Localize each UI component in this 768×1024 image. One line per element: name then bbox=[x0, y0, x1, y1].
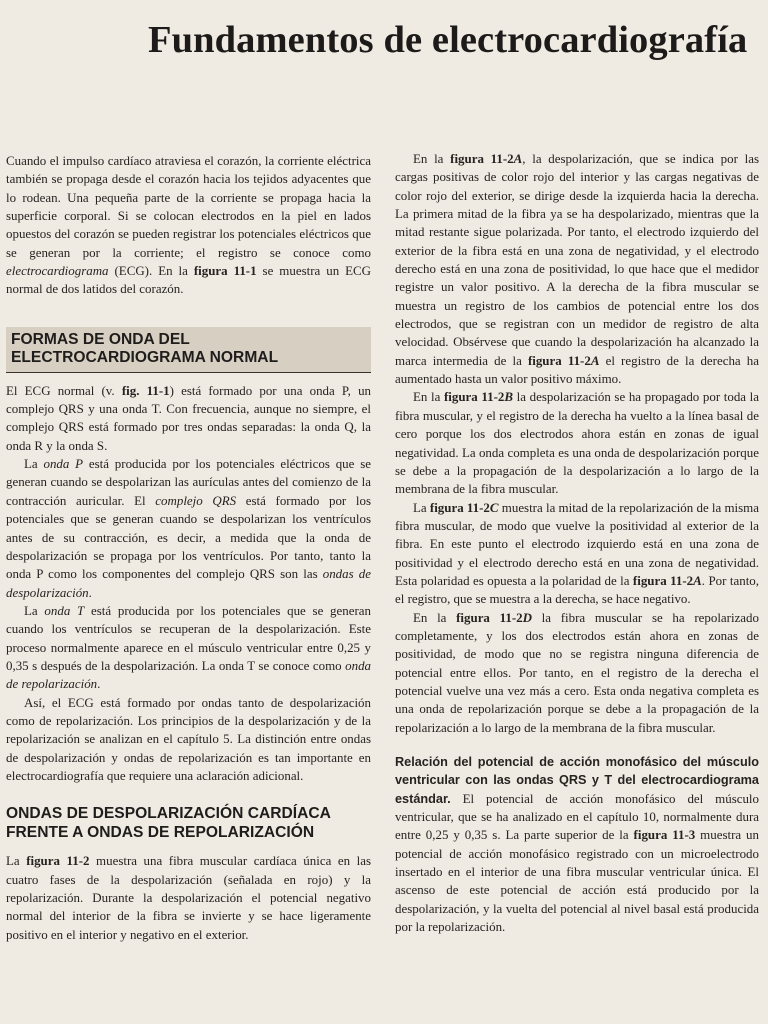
text-span: ) está formado por una onda P, un complejo QRS y una onda T. Con frecuencia, aunque no siempre, el complejo QRS está formado por tres ondas separadas: la onda Q, la onda R y la onda S. bbox=[6, 382, 372, 453]
text-span: El potencial de acción monofásico del músculo ventricular, que se ha analizado en el capítulo 10, normalmente dura entre 0,25 y 0,35 s. La parte superior de la bbox=[395, 790, 759, 843]
figure-ref: figura 11-3 bbox=[633, 827, 696, 843]
text-span: . bbox=[88, 584, 92, 600]
figure-panel: A bbox=[513, 151, 523, 166]
ecg-term: electrocardiograma bbox=[6, 263, 109, 279]
term: complejo QRS bbox=[155, 492, 237, 508]
section-heading-depolarization: ONDAS DE DESPOLARIZACIÓN CARDÍACA FRENTE A ONDAS DE REPOLARIZACIÓN bbox=[6, 805, 331, 841]
text-span: está formado por los potenciales que se generan cuando se despolarizan los ventrículos antes de su contracción, es decir, a medida que la onda de despolarización se propaga por los ventrículos. Por tanto, tanto la onda P como los componentes del complejo QRS son las bbox=[6, 492, 371, 582]
paragraph bbox=[6, 382, 371, 455]
figure-panel: A bbox=[693, 572, 702, 588]
text-span: la despolarización se ha propagado por toda la fibra muscular, y el registro de la derecha ha vuelto a la línea basal de cero porque los dos electrodos ahora están en zonas de igual negatividad. La onda completa es una onda de despolarización porque se debe a la propagación de la despolarización a lo largo de la membrana de la fibra muscular. bbox=[395, 389, 759, 497]
figure-ref bbox=[528, 353, 600, 368]
section-heading-waveforms: FORMAS DE ONDA DEL ELECTROCARDIOGRAMA NORMAL bbox=[11, 330, 279, 367]
text-span: muestra la mitad de la repolarización de la misma fibra muscular, de modo que vuelve la positividad al exterior de la fibra. En este punto el electrodo izquierdo está en una zona de positividad y el electrodo derecho está en una zona de negatividad. Esta polaridad es opuesta a la polaridad de la bbox=[395, 499, 759, 588]
text-span: está producida por los potenciales eléctricos que se generan cuando se despolarizan las aurículas antes del comienzo de la contracción auricular. El bbox=[6, 456, 371, 508]
figure-number: figura 11-2 bbox=[632, 572, 694, 588]
figure-number: figura 11-2 bbox=[443, 389, 505, 405]
figure-panel: C bbox=[489, 499, 499, 515]
text-span: muestra una fibra muscular cardíaca única en las cuatro fases de la despolarización (señalada en rojo) y la repolarización. Durante la despolarización el potencial negativo normal del interior de la fibra se invierte y se hace ligeramente positivo en el interior y negativo en el exterior. bbox=[6, 853, 371, 942]
text-span: (ECG). En la bbox=[108, 263, 194, 279]
section-heading-wrap bbox=[6, 805, 371, 842]
text-span: La bbox=[24, 456, 44, 472]
paragraph bbox=[395, 609, 759, 737]
text-span: , la despolarización, que se indica por las cargas positivas de color rojo del interior y las cargas negativas de color rojo del exterior, se dirige desde la izquierda hacia la derecha. La primera mitad de la fibra ya se ha despolarizado, mientras que la mitad restante sigue polarizada. Por tanto, el electrodo izquierdo del exterior de la fibra está en una zona de negatividad, y el electrodo derecho está en una zona de positividad, lo que hace que el medidor registre un valor positivo. A la derecha de la fibra muscular se muestra un registro de los cambios de potencial entre los dos electrodos, que se registran con un medidor de registro de alta velocidad. Obsérvese que cuando la despolarización ha alcanzado la marca intermedia de la bbox=[395, 151, 759, 368]
term: onda de repolarización bbox=[6, 657, 371, 692]
text-span: el registro de la derecha ha aumentado hasta un valor positivo máximo. bbox=[395, 352, 760, 387]
paragraph bbox=[395, 388, 759, 498]
text-span: El ECG normal (v. bbox=[6, 382, 122, 398]
figure-ref: figura 11-2 bbox=[26, 853, 90, 869]
intro-paragraph bbox=[6, 152, 371, 299]
text-span: . Por tanto, el registro, que se muestra a la derecha, se hace negativo. bbox=[395, 572, 759, 607]
figure-number: figura 11-2 bbox=[456, 609, 523, 625]
text-span: muestra un potencial de acción monofásico registrado con un microelectrodo insertado en el interior de una fibra muscular ventricular única. El ascenso de este potencial de acción está producido por la despolarización, y la vuelta del potencial al nivel basal está producida por la repolarización. bbox=[395, 827, 759, 935]
text-span: En la bbox=[413, 151, 451, 166]
text-span: La bbox=[6, 853, 27, 869]
page-title: Fundamentos de electrocardiografía bbox=[148, 19, 748, 61]
figure-ref bbox=[430, 500, 499, 515]
text-span: Cuando el impulso cardíaco atraviesa el corazón, la corriente eléctrica también se propaga desde el corazón hacia los tejidos adyacentes que lo rodean. Una pequeña parte de la corriente se propaga hacia la superficie corporal. Si se colocan electrodos en la piel en lados opuestos del corazón se pueden registrar los potenciales eléctricos que se generan por la corriente; el registro se conoce como bbox=[6, 153, 371, 260]
paragraph bbox=[6, 602, 371, 694]
figure-panel: D bbox=[522, 609, 532, 625]
term: ondas de despolarización bbox=[6, 566, 371, 600]
figure-ref: fig. 11-1 bbox=[121, 382, 170, 398]
figure-ref bbox=[456, 610, 532, 625]
paragraph bbox=[395, 753, 759, 936]
text-span: . bbox=[97, 676, 101, 692]
figure-ref bbox=[633, 573, 702, 588]
text-span: se muestra un ECG normal de dos latidos del corazón. bbox=[6, 263, 372, 297]
figure-panel: A bbox=[590, 352, 600, 368]
figure-ref: figura 11-1 bbox=[193, 263, 257, 279]
text-span: La bbox=[24, 602, 45, 618]
figure-number: figura 11-2 bbox=[527, 352, 591, 368]
paragraph bbox=[6, 852, 371, 944]
figure-number: figura 11-2 bbox=[450, 151, 514, 166]
figure-number: figura 11-2 bbox=[429, 499, 490, 515]
figure-panel: B bbox=[504, 389, 514, 405]
left-column bbox=[6, 152, 371, 944]
text-span: la fibra muscular se ha repolarizado completamente, y los dos electrodos están ahora en zonas de positividad, de modo que no se registra ninguna diferencia de potencial entre ellos. Por tanto, en el registro de la derecha el potencial vuelve una vez más a cero. Esta onda negativa completa es una onda de repolarización porque se debe a la propagación de la repolarización a lo largo de la membrana de la fibra muscular. bbox=[395, 609, 759, 735]
section-heading-box bbox=[6, 327, 371, 373]
text-span: En la bbox=[413, 389, 444, 405]
paragraph bbox=[395, 499, 759, 609]
text-span: La bbox=[413, 499, 430, 515]
text-span: En la bbox=[413, 609, 457, 625]
right-column bbox=[395, 150, 759, 936]
paragraph: Así, el ECG está formado por ondas tanto de despolarización como de repolarización. Los principios de la despolarización y de la repolarización se analizan en el capítulo 5. La distinción entre ondas de despolarización y ondas de repolarización es tan importante en electrocardiografía que requiere una aclaración adicional. bbox=[6, 694, 371, 783]
paragraph bbox=[6, 455, 371, 602]
text-span: está producida por los potenciales que se generan cuando los ventrículos se recuperan de la despolarización. Este proceso normalmente aparece en el músculo ventricular entre 0,25 y 0,35 s después de la despolarización. La onda T se conoce como bbox=[6, 602, 372, 673]
term: onda T bbox=[44, 602, 85, 618]
subsection-heading: Relación del potencial de acción monofásico del músculo ventricular con las ondas QRS y T del electrocardiograma estándar. bbox=[395, 755, 759, 806]
figure-ref bbox=[450, 151, 522, 166]
paragraph bbox=[395, 150, 759, 388]
term: onda P bbox=[43, 456, 84, 472]
figure-ref bbox=[444, 389, 513, 404]
